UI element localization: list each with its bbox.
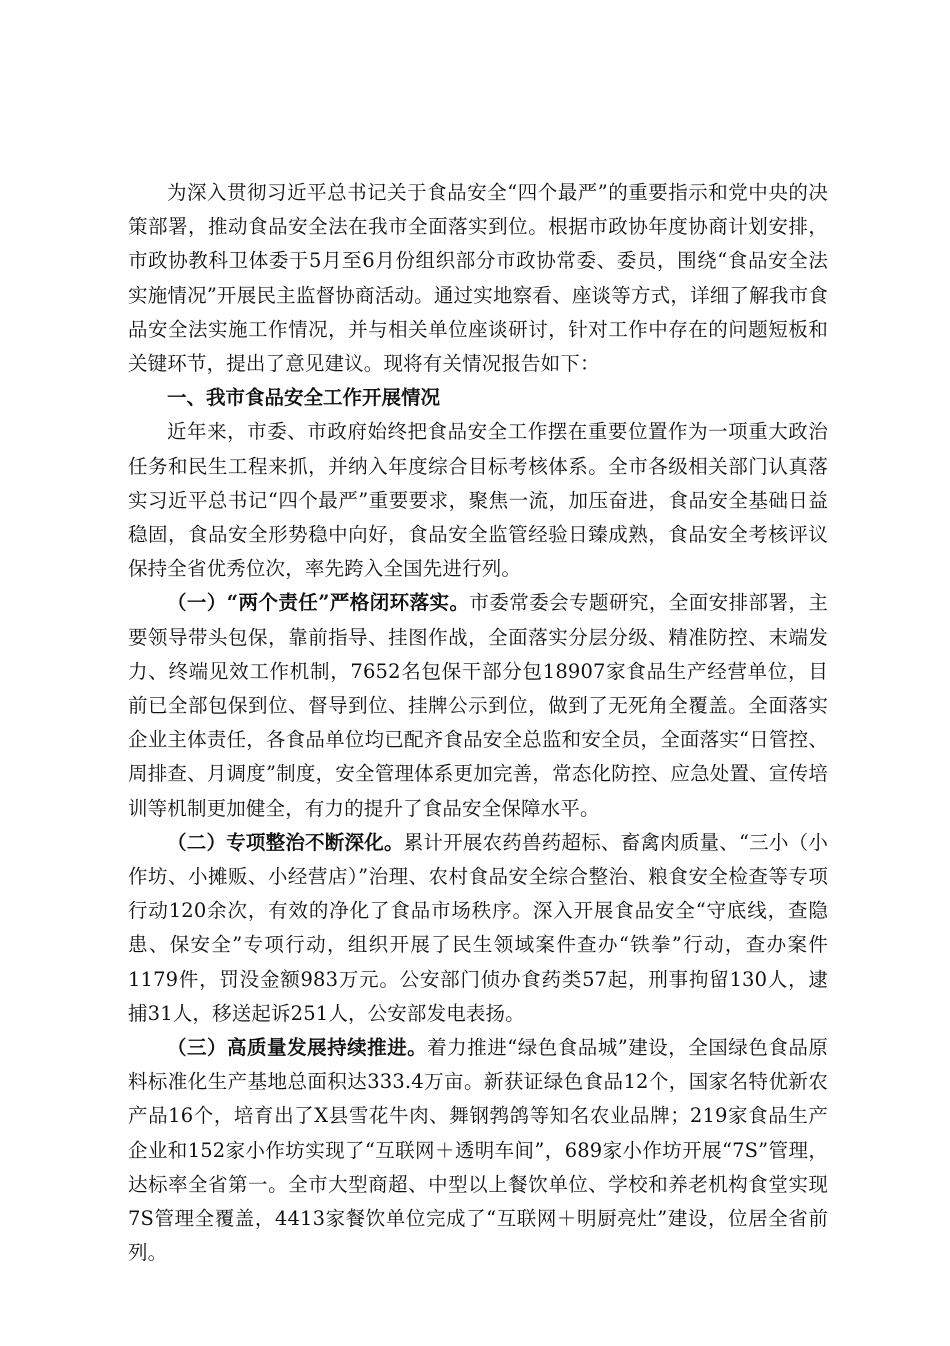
item-one-lead: （一）“两个责任”严格闭环落实。 — [167, 591, 470, 615]
item-three-lead: （三）高质量发展持续推进。 — [167, 1036, 428, 1060]
item-one-paragraph — [128, 586, 828, 825]
item-two-lead: （二）专项整治不断深化。 — [167, 830, 404, 854]
item-one-text: 市委常委会专题研究，全面安排部署，主要领导带头包保，靠前指导、挂图作战，全面落实分层分级、精准防控、末端发力、终端见效工作机制，7652名包保干部分包18907家食品生产经营单位，目前已全部包保到位、督导到位、挂牌公示到位，做到了无死角全覆盖。全面落实企业主体责任，各食品单位均已配齐食品安全总监和安全员，全面落实“日管控、周排查、月调度”制度，安全管理体系更加完善，常态化防控、应急处置、宣传培训等机制更加健全，有力的提升了食品安全保障水平。 — [128, 591, 828, 820]
item-three-paragraph — [128, 1031, 828, 1270]
item-two-paragraph — [128, 826, 828, 1031]
intro-paragraph: 为深入贯彻习近平总书记关于食品安全“四个最严”的重要指示和党中央的决策部署，推动食品安全法在我市全面落实到位。根据市政协年度协商计划安排，市政协教科卫体委于5月至6月份组织部分市政协常委、委员，围绕“食品安全法实施情况”开展民主监督协商活动。通过实地察看、座谈等方式，详细了解我市食品安全法实施工作情况，并与相关单位座谈研讨，针对工作中存在的问题短板和关键环节，提出了意见建议。现将有关情况报告如下： — [128, 181, 828, 376]
document-body — [128, 176, 828, 1271]
section-heading: 一、我市食品安全工作开展情况 — [167, 386, 441, 410]
item-two-text: 累计开展农药兽药超标、畜禽肉质量、“三小（小作坊、小摊贩、小经营店）”治理、农村食品安全综合整治、粮食安全检查等专项行动120余次，有效的净化了食品市场秩序。深入开展食品安全“守底线，查隐患、保安全”专项行动，组织开展了民生领域案件查办“铁拳”行动，查办案件1179件，罚没金额983万元。公安部门侦办食药类57起，刑事拘留130人，逮捕31人，移送起诉251人，公安部发电表扬。 — [128, 830, 828, 1025]
section-paragraph: 近年来，市委、市政府始终把食品安全工作摆在重要位置作为一项重大政治任务和民生工程来抓，并纳入年度综合目标考核体系。全市各级相关部门认真落实习近平总书记“四个最严”重要要求，聚焦一流，加压奋进，食品安全基础日益稳固，食品安全形势稳中向好，食品安全监管经验日臻成熟，食品安全考核评议保持全省优秀位次，率先跨入全国先进行列。 — [128, 420, 828, 581]
item-three-text: 着力推进“绿色食品城”建设，全国绿色食品原料标准化生产基地总面积达333.4万亩。新获证绿色食品12个，国家名特优新农产品16个，培育出了X县雪花牛肉、舞钢鹁鸽等知名农业品牌；219家食品生产企业和152家小作坊实现了“互联网＋透明车间”，689家小作坊开展“7S”管理，达标率全省第一。全市大型商超、中型以上餐饮单位、学校和养老机构食堂实现7S管理全覆盖，4413家餐饮单位完成了“互联网＋明厨亮灶”建设，位居全省前列。 — [128, 1036, 829, 1265]
